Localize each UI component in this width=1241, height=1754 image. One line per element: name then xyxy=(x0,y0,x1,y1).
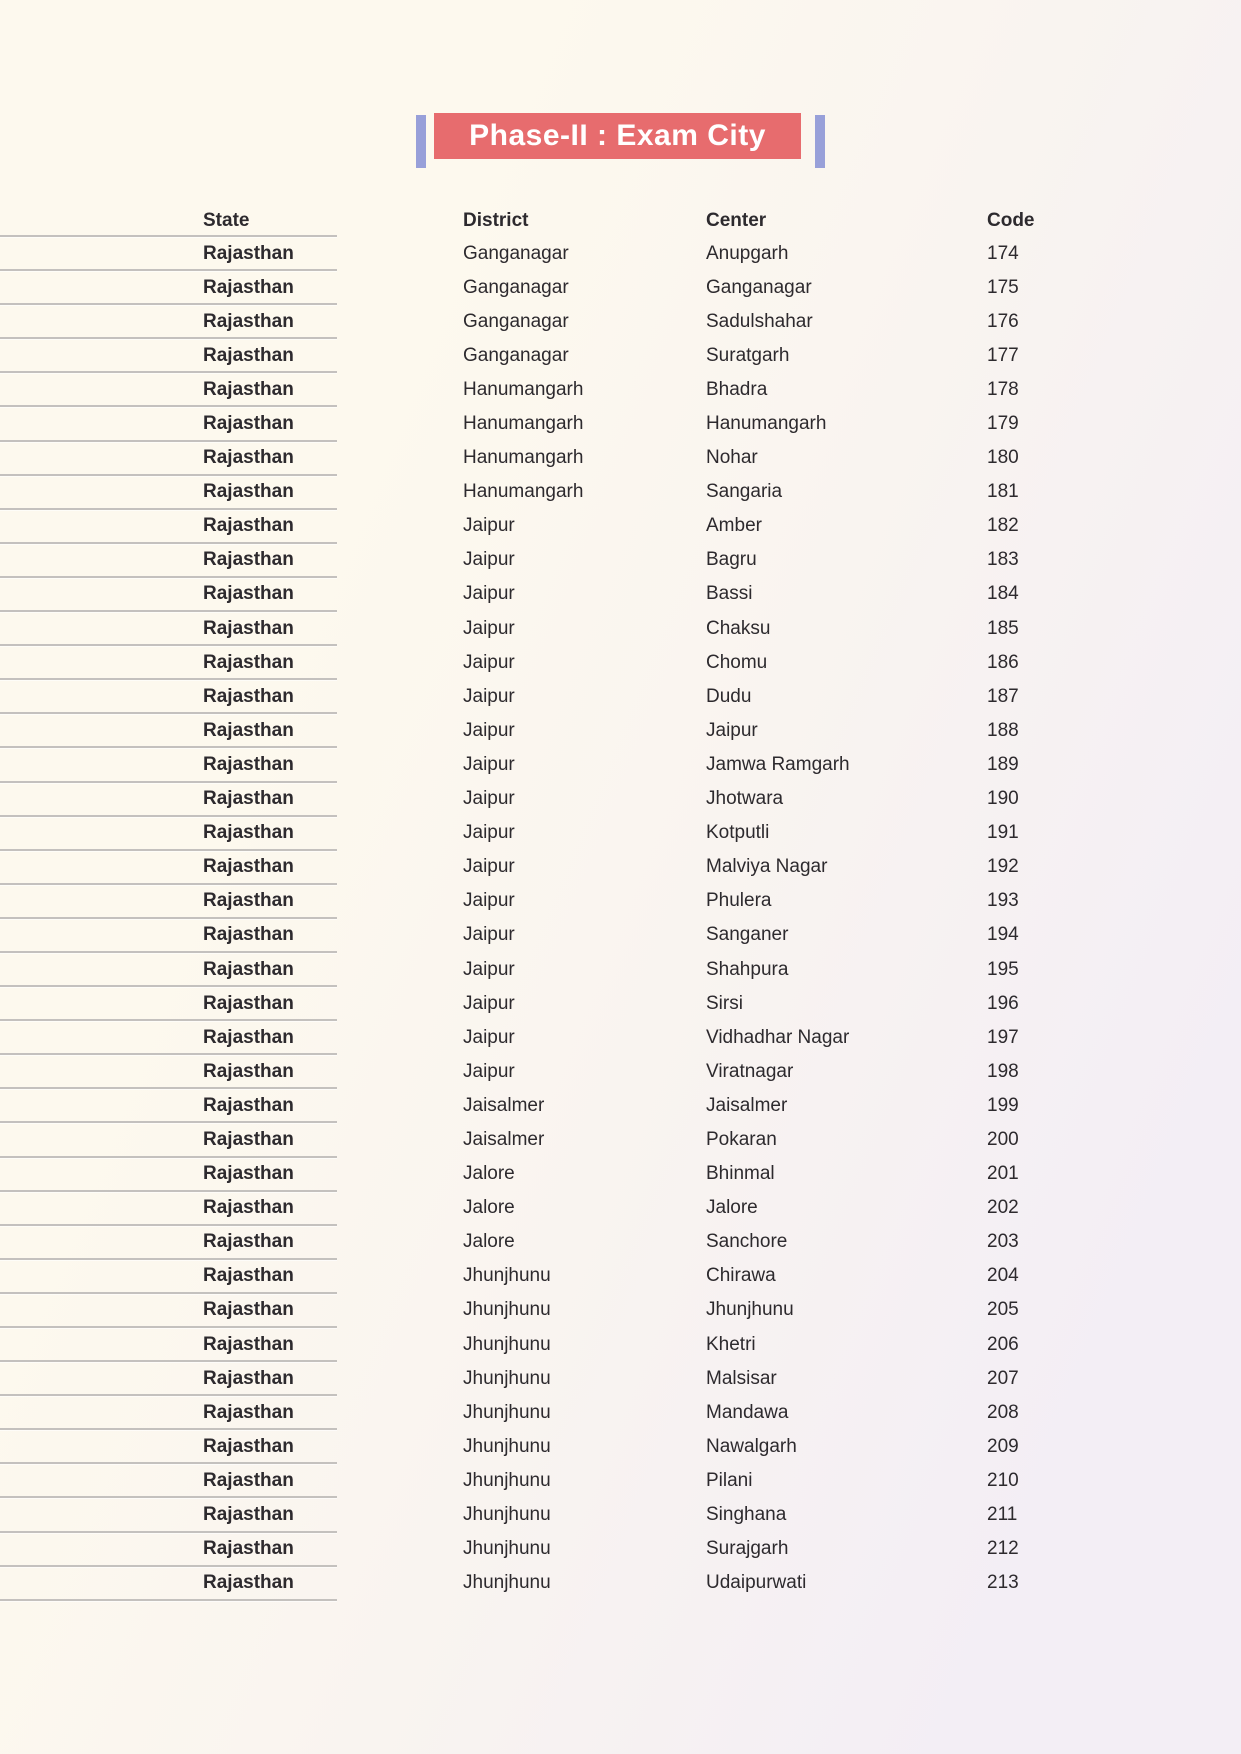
cell-code: 205 xyxy=(987,1299,1019,1321)
cell-center: Chirawa xyxy=(706,1265,776,1287)
cell-center: Udaipurwati xyxy=(706,1572,807,1594)
cell-state: Rajasthan xyxy=(203,719,294,741)
cell-district: Jhunjhunu xyxy=(463,1333,551,1355)
cell-state: Rajasthan xyxy=(203,515,294,537)
cell-center: Sanchore xyxy=(706,1231,788,1253)
cell-state: Rajasthan xyxy=(203,822,294,844)
cell-district: Ganganagar xyxy=(463,276,569,298)
table-row xyxy=(0,441,1241,475)
cell-center: Malviya Nagar xyxy=(706,856,828,878)
cell-code: 185 xyxy=(987,617,1019,639)
cell-code: 208 xyxy=(987,1401,1019,1423)
cell-code: 202 xyxy=(987,1197,1019,1219)
cell-center: Shahpura xyxy=(706,958,789,980)
cell-center: Sanganer xyxy=(706,924,789,946)
cell-code: 213 xyxy=(987,1572,1019,1594)
cell-state: Rajasthan xyxy=(203,1128,294,1150)
cell-code: 191 xyxy=(987,822,1019,844)
cell-district: Jaipur xyxy=(463,958,515,980)
cell-code: 197 xyxy=(987,1026,1019,1048)
cell-code: 193 xyxy=(987,890,1019,912)
cell-center: Malsisar xyxy=(706,1367,777,1389)
table-row xyxy=(0,577,1241,611)
cell-center: Bhinmal xyxy=(706,1163,775,1185)
table-row xyxy=(0,782,1241,816)
cell-center: Bagru xyxy=(706,549,757,571)
table-row xyxy=(0,372,1241,406)
table-row xyxy=(0,1157,1241,1191)
cell-code: 212 xyxy=(987,1538,1019,1560)
cell-center: Jhunjhunu xyxy=(706,1299,794,1321)
cell-center: Kotputli xyxy=(706,822,770,844)
cell-district: Hanumangarh xyxy=(463,378,584,400)
exam-city-table xyxy=(0,205,1241,1600)
cell-district: Jaisalmer xyxy=(463,1128,545,1150)
cell-district: Jhunjhunu xyxy=(463,1504,551,1526)
cell-district: Jhunjhunu xyxy=(463,1538,551,1560)
cell-state: Rajasthan xyxy=(203,753,294,775)
cell-state: Rajasthan xyxy=(203,1469,294,1491)
cell-district: Jaipur xyxy=(463,617,515,639)
cell-state: Rajasthan xyxy=(203,1265,294,1287)
table-row xyxy=(0,645,1241,679)
cell-state: Rajasthan xyxy=(203,617,294,639)
cell-center: Singhana xyxy=(706,1504,787,1526)
cell-center: Mandawa xyxy=(706,1401,789,1423)
table-row xyxy=(0,1293,1241,1327)
cell-code: 186 xyxy=(987,651,1019,673)
table-row xyxy=(0,1497,1241,1531)
cell-center: Bhadra xyxy=(706,378,768,400)
cell-state: Rajasthan xyxy=(203,1299,294,1321)
cell-state: Rajasthan xyxy=(203,481,294,503)
cell-center: Khetri xyxy=(706,1333,756,1355)
cell-district: Hanumangarh xyxy=(463,413,584,435)
cell-center: Bassi xyxy=(706,583,753,605)
cell-district: Jaipur xyxy=(463,890,515,912)
table-row xyxy=(0,1088,1241,1122)
table-row xyxy=(0,475,1241,509)
cell-code: 192 xyxy=(987,856,1019,878)
cell-center: Amber xyxy=(706,515,762,537)
cell-district: Jaipur xyxy=(463,719,515,741)
table-row xyxy=(0,1566,1241,1600)
cell-center: Jaipur xyxy=(706,719,758,741)
cell-state: Rajasthan xyxy=(203,856,294,878)
cell-code: 201 xyxy=(987,1163,1019,1185)
cell-code: 182 xyxy=(987,515,1019,537)
cell-district: Jhunjhunu xyxy=(463,1469,551,1491)
table-row xyxy=(0,1429,1241,1463)
cell-center: Sirsi xyxy=(706,992,743,1014)
table-row xyxy=(0,1225,1241,1259)
cell-state: Rajasthan xyxy=(203,549,294,571)
cell-district: Ganganagar xyxy=(463,344,569,366)
cell-district: Hanumangarh xyxy=(463,481,584,503)
table-row xyxy=(0,1532,1241,1566)
table-row xyxy=(0,1054,1241,1088)
table-row xyxy=(0,850,1241,884)
cell-district: Jaipur xyxy=(463,822,515,844)
table-row xyxy=(0,884,1241,918)
cell-district: Jaipur xyxy=(463,549,515,571)
cell-state: Rajasthan xyxy=(203,1504,294,1526)
cell-state: Rajasthan xyxy=(203,583,294,605)
cell-center: Surajgarh xyxy=(706,1538,789,1560)
cell-center: Jamwa Ramgarh xyxy=(706,753,850,775)
table-row xyxy=(0,1191,1241,1225)
table-row xyxy=(0,1327,1241,1361)
table-row xyxy=(0,509,1241,543)
column-header-center: Center xyxy=(706,210,767,231)
cell-center: Jhotwara xyxy=(706,788,784,810)
cell-code: 210 xyxy=(987,1469,1019,1491)
table-row xyxy=(0,611,1241,645)
cell-state: Rajasthan xyxy=(203,1231,294,1253)
title-accent-bar-right xyxy=(815,115,825,168)
cell-code: 179 xyxy=(987,413,1019,435)
cell-state: Rajasthan xyxy=(203,1060,294,1082)
column-header-district: District xyxy=(463,210,529,231)
table-header-row xyxy=(0,205,1241,236)
cell-code: 176 xyxy=(987,310,1019,332)
cell-center: Jalore xyxy=(706,1197,758,1219)
cell-state: Rajasthan xyxy=(203,1094,294,1116)
cell-state: Rajasthan xyxy=(203,1333,294,1355)
cell-district: Jaipur xyxy=(463,856,515,878)
cell-center: Phulera xyxy=(706,890,772,912)
cell-code: 178 xyxy=(987,378,1019,400)
cell-district: Hanumangarh xyxy=(463,447,584,469)
table-row xyxy=(0,1395,1241,1429)
cell-code: 204 xyxy=(987,1265,1019,1287)
cell-district: Jalore xyxy=(463,1231,515,1253)
cell-district: Jaipur xyxy=(463,788,515,810)
cell-state: Rajasthan xyxy=(203,1197,294,1219)
cell-district: Jaipur xyxy=(463,1060,515,1082)
cell-state: Rajasthan xyxy=(203,310,294,332)
cell-code: 175 xyxy=(987,276,1019,298)
cell-state: Rajasthan xyxy=(203,924,294,946)
cell-code: 209 xyxy=(987,1435,1019,1457)
table-row xyxy=(0,952,1241,986)
cell-code: 184 xyxy=(987,583,1019,605)
cell-district: Jhunjhunu xyxy=(463,1265,551,1287)
cell-code: 206 xyxy=(987,1333,1019,1355)
table-row xyxy=(0,1259,1241,1293)
cell-district: Jaipur xyxy=(463,515,515,537)
cell-code: 211 xyxy=(987,1504,1018,1526)
cell-center: Pokaran xyxy=(706,1128,777,1150)
cell-code: 180 xyxy=(987,447,1019,469)
cell-state: Rajasthan xyxy=(203,890,294,912)
cell-center: Ganganagar xyxy=(706,276,812,298)
table-row xyxy=(0,713,1241,747)
title-accent-bar-left xyxy=(416,115,426,168)
cell-district: Jaipur xyxy=(463,992,515,1014)
cell-district: Jhunjhunu xyxy=(463,1572,551,1594)
cell-center: Sadulshahar xyxy=(706,310,813,332)
column-header-code: Code xyxy=(987,210,1035,231)
cell-district: Jaipur xyxy=(463,651,515,673)
cell-state: Rajasthan xyxy=(203,378,294,400)
cell-state: Rajasthan xyxy=(203,276,294,298)
cell-district: Jaipur xyxy=(463,583,515,605)
cell-district: Jaipur xyxy=(463,924,515,946)
cell-district: Jhunjhunu xyxy=(463,1401,551,1423)
cell-state: Rajasthan xyxy=(203,1163,294,1185)
cell-center: Nawalgarh xyxy=(706,1435,797,1457)
cell-district: Jhunjhunu xyxy=(463,1299,551,1321)
table-row xyxy=(0,406,1241,440)
cell-center: Chaksu xyxy=(706,617,771,639)
cell-district: Jaisalmer xyxy=(463,1094,545,1116)
table-row xyxy=(0,1361,1241,1395)
cell-code: 183 xyxy=(987,549,1019,571)
cell-code: 174 xyxy=(987,242,1019,264)
cell-state: Rajasthan xyxy=(203,1026,294,1048)
cell-center: Hanumangarh xyxy=(706,413,827,435)
table-row xyxy=(0,304,1241,338)
cell-code: 196 xyxy=(987,992,1019,1014)
cell-code: 203 xyxy=(987,1231,1019,1253)
table-row xyxy=(0,1122,1241,1156)
cell-district: Jaipur xyxy=(463,685,515,707)
cell-state: Rajasthan xyxy=(203,788,294,810)
table-row xyxy=(0,338,1241,372)
table-row xyxy=(0,816,1241,850)
table-row xyxy=(0,270,1241,304)
cell-code: 194 xyxy=(987,924,1019,946)
cell-code: 181 xyxy=(987,481,1019,503)
cell-state: Rajasthan xyxy=(203,1367,294,1389)
cell-code: 207 xyxy=(987,1367,1019,1389)
cell-state: Rajasthan xyxy=(203,413,294,435)
cell-district: Jalore xyxy=(463,1197,515,1219)
cell-code: 177 xyxy=(987,344,1019,366)
cell-state: Rajasthan xyxy=(203,992,294,1014)
cell-state: Rajasthan xyxy=(203,958,294,980)
cell-center: Vidhadhar Nagar xyxy=(706,1026,850,1048)
cell-center: Viratnagar xyxy=(706,1060,794,1082)
cell-code: 190 xyxy=(987,788,1019,810)
cell-center: Chomu xyxy=(706,651,768,673)
cell-center: Sangaria xyxy=(706,481,783,503)
cell-code: 200 xyxy=(987,1128,1019,1150)
table-row xyxy=(0,918,1241,952)
table-row xyxy=(0,543,1241,577)
cell-center: Suratgarh xyxy=(706,344,790,366)
cell-center: Nohar xyxy=(706,447,758,469)
cell-center: Jaisalmer xyxy=(706,1094,788,1116)
cell-state: Rajasthan xyxy=(203,685,294,707)
table-row xyxy=(0,747,1241,781)
cell-code: 189 xyxy=(987,753,1019,775)
cell-district: Jalore xyxy=(463,1163,515,1185)
cell-code: 195 xyxy=(987,958,1019,980)
cell-state: Rajasthan xyxy=(203,1401,294,1423)
cell-code: 198 xyxy=(987,1060,1019,1082)
cell-state: Rajasthan xyxy=(203,1572,294,1594)
table-row xyxy=(0,1020,1241,1054)
page-title: Phase-II : Exam City xyxy=(469,119,766,152)
cell-state: Rajasthan xyxy=(203,242,294,264)
cell-center: Anupgarh xyxy=(706,242,789,264)
cell-district: Ganganagar xyxy=(463,242,569,264)
column-header-state: State xyxy=(203,210,250,231)
cell-state: Rajasthan xyxy=(203,1435,294,1457)
cell-district: Jaipur xyxy=(463,753,515,775)
cell-district: Jhunjhunu xyxy=(463,1435,551,1457)
table-row xyxy=(0,236,1241,270)
cell-code: 188 xyxy=(987,719,1019,741)
row-separator-line xyxy=(0,1599,337,1601)
cell-state: Rajasthan xyxy=(203,651,294,673)
table-row xyxy=(0,1463,1241,1497)
cell-center: Dudu xyxy=(706,685,752,707)
cell-state: Rajasthan xyxy=(203,344,294,366)
cell-state: Rajasthan xyxy=(203,447,294,469)
table-row xyxy=(0,986,1241,1020)
cell-district: Jaipur xyxy=(463,1026,515,1048)
table-row xyxy=(0,679,1241,713)
title-box xyxy=(434,113,801,159)
cell-district: Ganganagar xyxy=(463,310,569,332)
cell-center: Pilani xyxy=(706,1469,753,1491)
cell-state: Rajasthan xyxy=(203,1538,294,1560)
cell-code: 199 xyxy=(987,1094,1019,1116)
cell-district: Jhunjhunu xyxy=(463,1367,551,1389)
cell-code: 187 xyxy=(987,685,1019,707)
